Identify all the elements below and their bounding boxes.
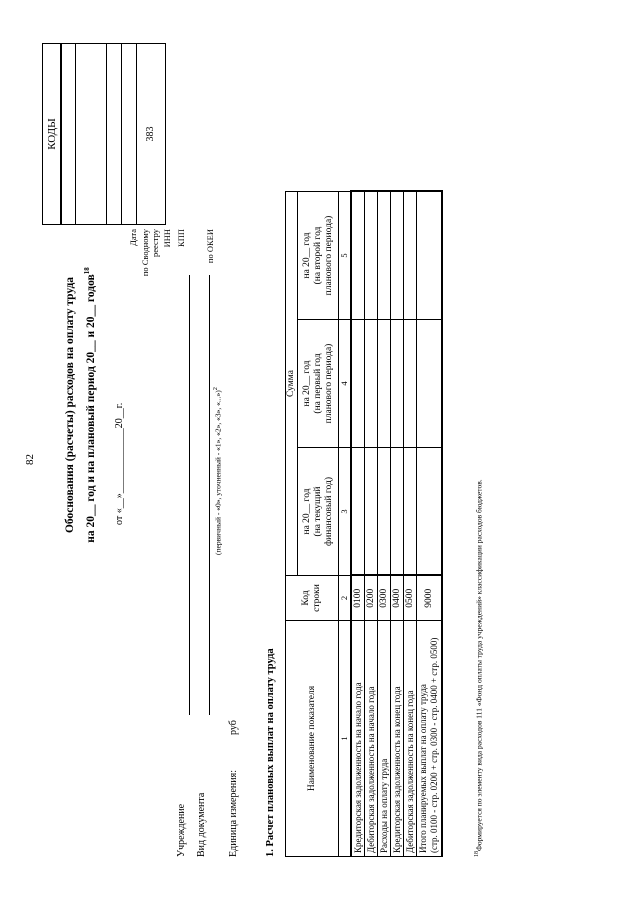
document-title bbox=[62, 155, 100, 655]
row-name: Кредиторская задолженность на конец года bbox=[391, 621, 404, 857]
table-row bbox=[391, 192, 404, 857]
col-number: 5 bbox=[339, 192, 352, 320]
code-value-cell[interactable] bbox=[60, 43, 76, 225]
title-footnote-ref: 18 bbox=[83, 267, 91, 275]
value-cell[interactable] bbox=[391, 320, 404, 448]
value-cell[interactable] bbox=[378, 320, 391, 448]
doc-type-underline bbox=[209, 275, 210, 715]
code-value-cell[interactable] bbox=[122, 43, 137, 225]
row-code: 0300 bbox=[378, 576, 391, 621]
code-label-okei: по ОКЕИ bbox=[205, 229, 215, 264]
col-code-header: Код строки bbox=[286, 576, 339, 621]
row-name: Дебиторская задолженность на начало года bbox=[365, 621, 378, 857]
value-cell[interactable] bbox=[404, 448, 417, 576]
total-row-name: Итого планируемых выплат на оплату труда (стр. 0100 - стр. 0200 + стр. 0300 - стр. 0400 + стр. 0500) bbox=[417, 621, 443, 857]
value-cell[interactable] bbox=[391, 192, 404, 320]
col-year3-header: на 20__ год (на второй год планового периода) bbox=[298, 192, 339, 320]
date-line: от «__»_____________20__г. bbox=[114, 402, 125, 525]
code-label-date: Дата bbox=[128, 229, 138, 246]
code-value-cell[interactable]: 383 bbox=[137, 43, 166, 225]
col-sum-header: Сумма bbox=[286, 192, 298, 576]
table-row bbox=[378, 192, 391, 857]
code-value-cell[interactable] bbox=[107, 43, 122, 225]
total-value-cell[interactable] bbox=[417, 192, 443, 320]
col-year2-header: на 20__ год (на первый год планового периода) bbox=[298, 320, 339, 448]
table-row-total bbox=[417, 192, 443, 857]
row-code: 0400 bbox=[391, 576, 404, 621]
title-line-1: Обоснования (расчеты) расходов на оплату труда bbox=[64, 276, 76, 534]
footnote: $^{18}$Формируется по элементу вида расходов 111 «Фонд оплаты труда учреждений» классификации расходов бюджетов. bbox=[474, 479, 484, 857]
col-name-header: Наименование показателя bbox=[286, 621, 339, 857]
unit-label: Единица измерения: bbox=[228, 770, 239, 857]
value-cell[interactable] bbox=[365, 448, 378, 576]
value-cell[interactable] bbox=[404, 192, 417, 320]
value-cell[interactable] bbox=[391, 448, 404, 576]
code-value-cell[interactable] bbox=[76, 43, 107, 225]
row-name: Дебиторская задолженность на конец года bbox=[404, 621, 417, 857]
col-number: 3 bbox=[339, 448, 352, 576]
col-number: 4 bbox=[339, 320, 352, 448]
table-row bbox=[365, 192, 378, 857]
payroll-table bbox=[285, 191, 443, 858]
code-label-kpp: КПП bbox=[176, 229, 186, 247]
row-name: Расходы на оплату труда bbox=[378, 621, 391, 857]
value-cell[interactable] bbox=[351, 448, 365, 576]
code-label-inn: ИНН bbox=[162, 229, 172, 248]
row-code: 0200 bbox=[365, 576, 378, 621]
total-row-code: 9000 bbox=[417, 576, 443, 621]
value-cell[interactable] bbox=[351, 192, 365, 320]
value-cell[interactable] bbox=[404, 320, 417, 448]
section-title: 1. Расчет плановых выплат на оплату труда bbox=[265, 648, 276, 857]
col-year1-header: на 20__ год (на текущий финансовый год) bbox=[298, 448, 339, 576]
table-row bbox=[351, 192, 365, 857]
table-row bbox=[404, 192, 417, 857]
total-value-cell[interactable] bbox=[417, 448, 443, 576]
institution-underline bbox=[189, 275, 190, 715]
value-cell[interactable] bbox=[378, 192, 391, 320]
col-number: 1 bbox=[339, 621, 352, 857]
value-cell[interactable] bbox=[365, 320, 378, 448]
row-name: Кредиторская задолженность на начало года bbox=[351, 621, 365, 857]
value-cell[interactable] bbox=[351, 320, 365, 448]
total-value-cell[interactable] bbox=[417, 320, 443, 448]
codes-table bbox=[42, 43, 62, 225]
codes-values bbox=[60, 43, 166, 225]
value-cell[interactable] bbox=[378, 448, 391, 576]
title-line-2: на 20__ год и на плановый период 20__ и 20__ годов$^{18}$ bbox=[83, 267, 97, 543]
codes-box-container bbox=[42, 43, 62, 225]
col-number: 2 bbox=[339, 576, 352, 621]
doc-type-hint: (первичный - «0», уточненный - «1», «2», «3», «...»)$^2$ bbox=[212, 387, 223, 555]
codes-header: КОДЫ bbox=[43, 44, 62, 225]
value-cell[interactable] bbox=[365, 192, 378, 320]
institution-label: Учреждение bbox=[176, 803, 187, 857]
code-label-registry: по Сводному реестру bbox=[140, 229, 160, 277]
doc-type-label: Вид документа bbox=[196, 792, 207, 857]
row-code: 0500 bbox=[404, 576, 417, 621]
row-code: 0100 bbox=[351, 576, 365, 621]
page-number: 82 bbox=[24, 454, 36, 465]
unit-value: руб bbox=[228, 720, 239, 735]
